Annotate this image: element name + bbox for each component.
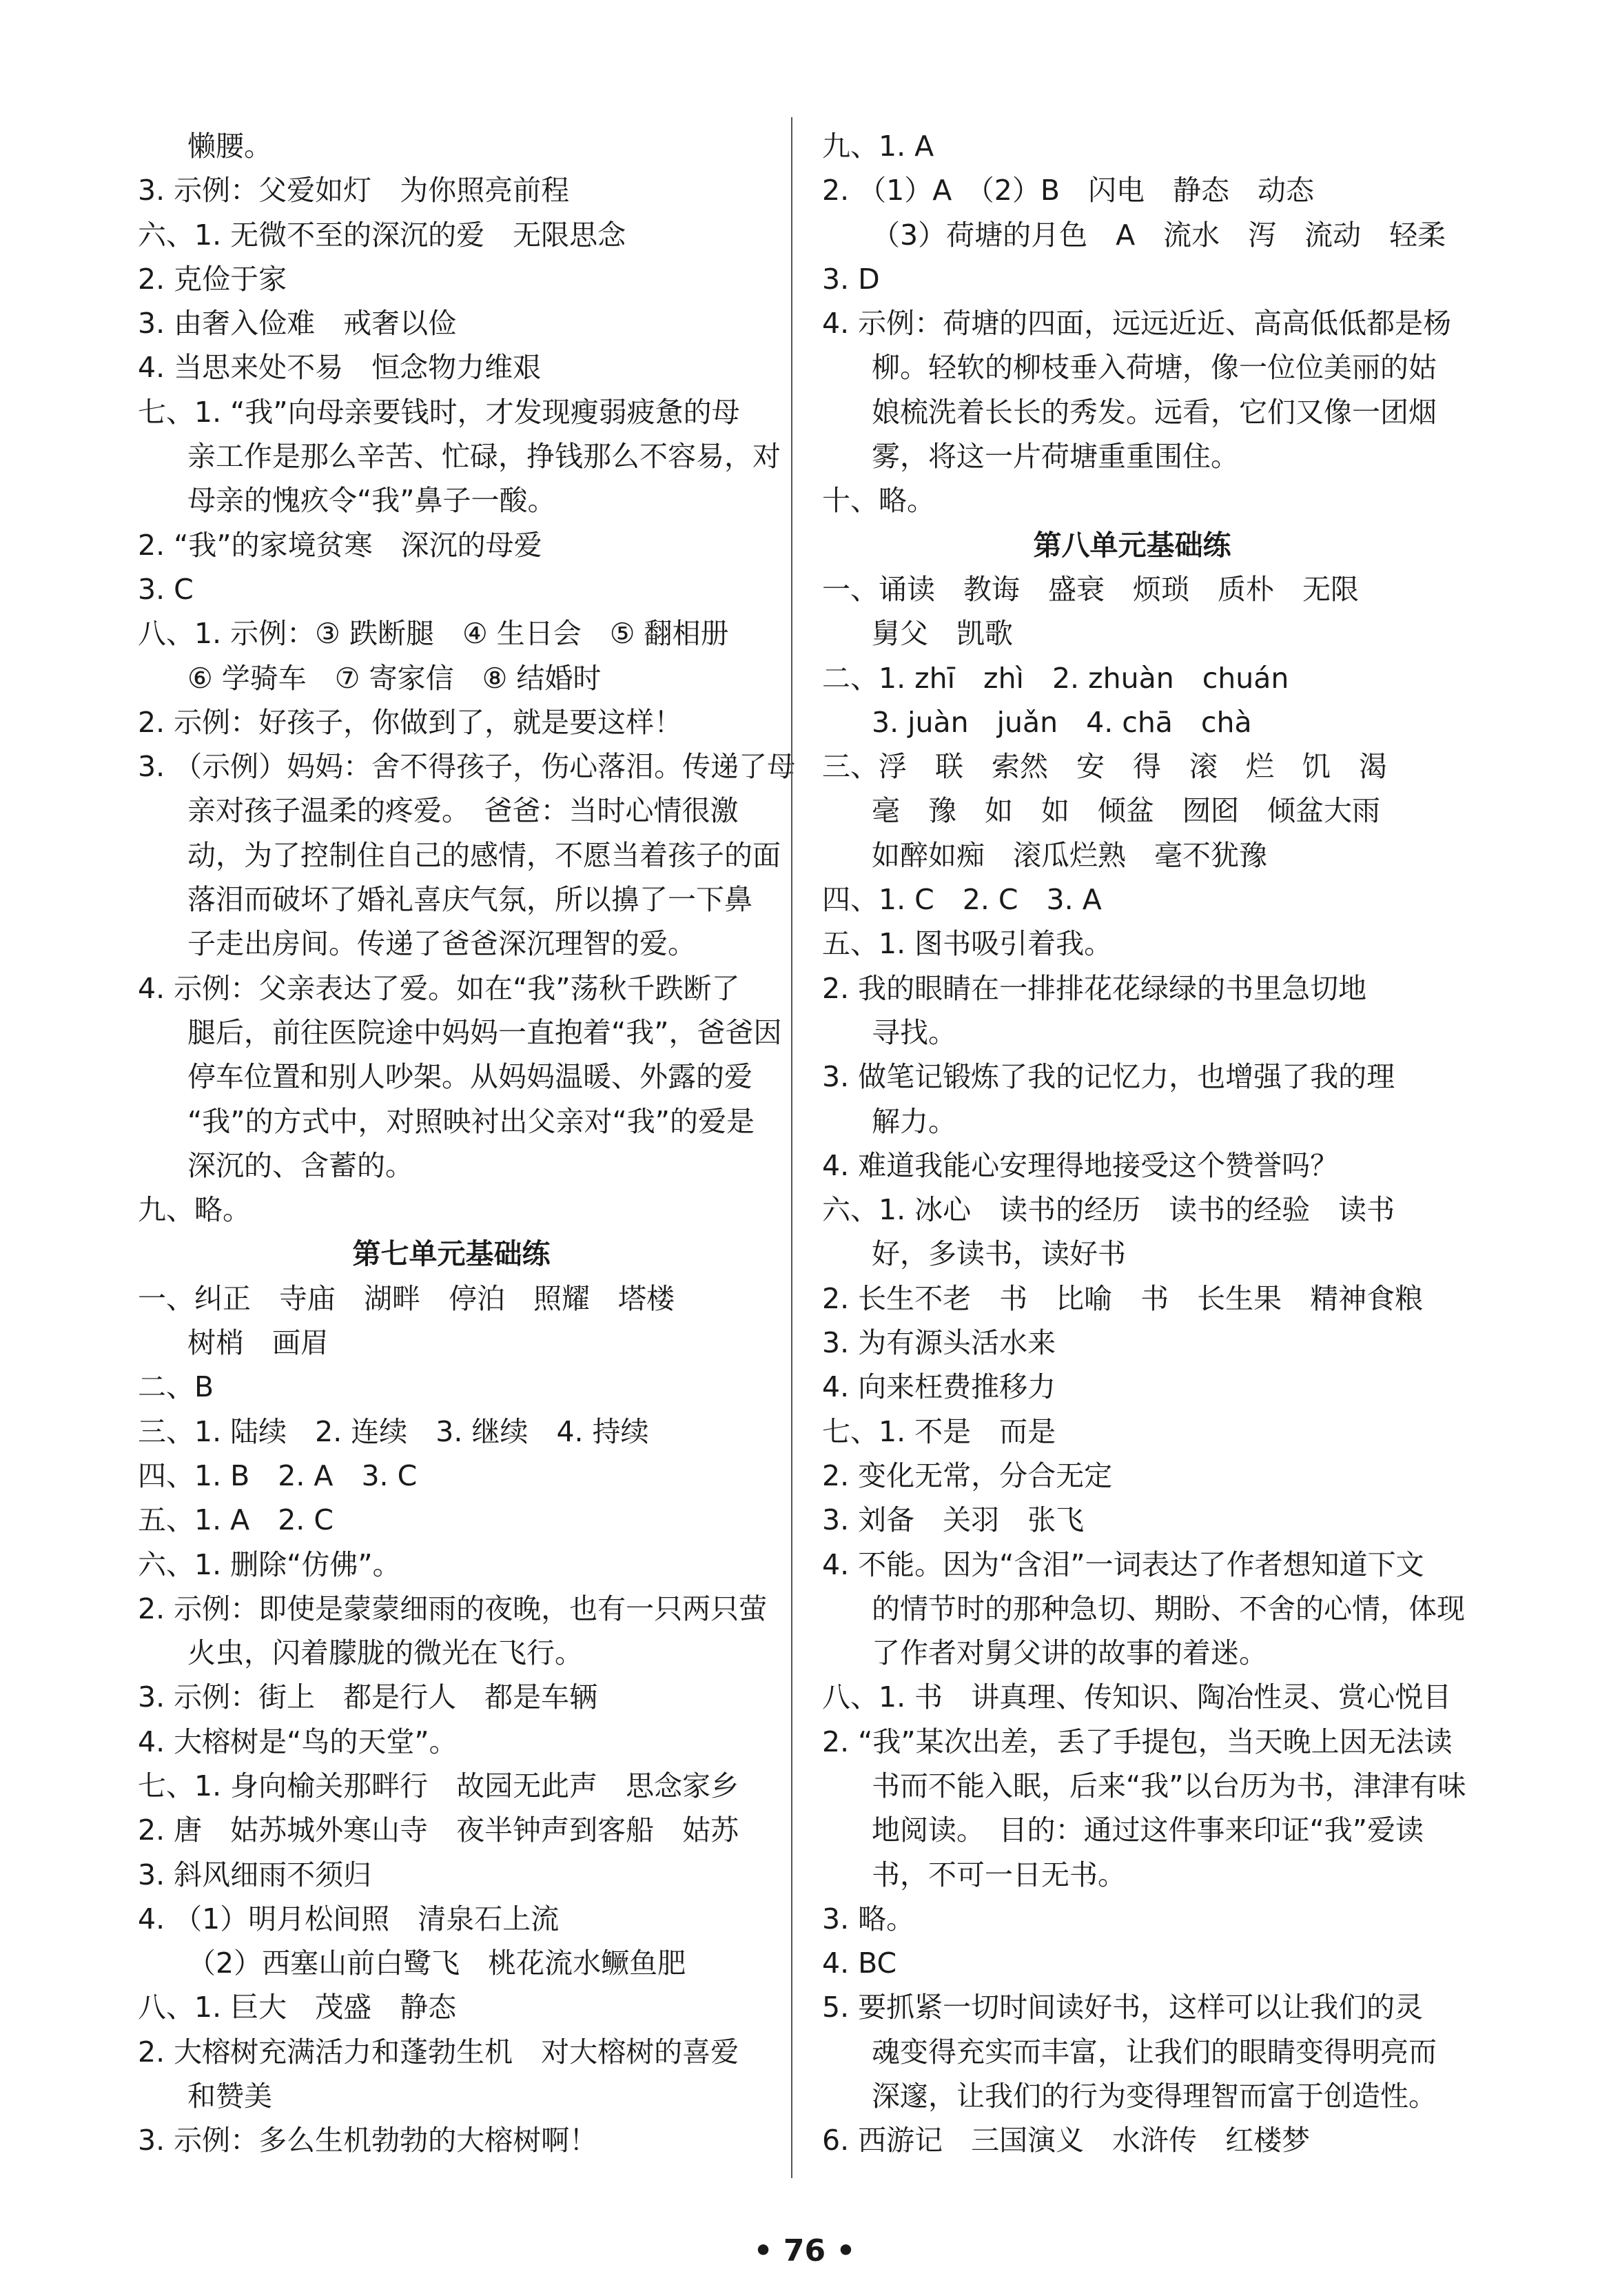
answer-line: 2. 克俭于家 (138, 262, 287, 296)
answer-line: 4. 向来枉费推移力 (822, 1370, 1056, 1404)
answer-line: 动，为了控制住自己的感情，不愿当着孩子的面 (187, 838, 781, 872)
answer-line: 4. 当思来处不易 恒念物力维艰 (138, 351, 542, 385)
answer-line: 3. juàn juǎn 4. chā chà (872, 705, 1252, 739)
answer-line: 4. 难道我能心安理得地接受这个赞誉吗？ (822, 1148, 1339, 1182)
answer-line: 懒腰。 (187, 130, 272, 163)
answer-line: 和赞美 (187, 2080, 272, 2113)
answer-line: 2. 唐 姑苏城外寒山寺 夜半钟声到客船 姑苏 (138, 1814, 739, 1847)
answer-line: 停车位置和别人吵架。从妈妈温暖、外露的爱 (187, 1060, 752, 1094)
answer-line: 的情节时的那种急切、期盼、不舍的心情，体现 (872, 1592, 1465, 1625)
answer-line: 2. （1）A （2）B 闪电 静态 动态 (822, 174, 1314, 207)
answer-line: 4. 示例：荷塘的四面，远远近近、高高低低都是杨 (822, 307, 1452, 341)
answer-line: 八、1. 示例：③ 跌断腿 ④ 生日会 ⑤ 翻相册 (138, 617, 729, 651)
answer-line: 5. 要抓紧一切时间读好书，这样可以让我们的灵 (822, 1991, 1424, 2024)
answer-line: 3. （示例）妈妈：舍不得孩子，伤心落泪。传递了母 (138, 750, 796, 784)
answer-line: 二、B (138, 1370, 214, 1404)
answer-line: 九、1. A (822, 130, 934, 163)
answer-line: 4. 大榕树是“鸟的天堂”。 (138, 1725, 458, 1758)
answer-line: 魂变得充实而丰富，让我们的眼睛变得明亮而 (872, 2035, 1437, 2069)
answer-line: 3. 刘备 关羽 张飞 (822, 1503, 1085, 1537)
answer-line: 书而不能入眠，后来“我”以台历为书，津津有味 (872, 1769, 1466, 1802)
answer-line: 地阅读。 目的：通过这件事来印证“我”爱读 (872, 1814, 1424, 1847)
section-heading: 第八单元基础练 (1033, 528, 1231, 562)
answer-line: （2）西塞山前白鹭飞 桃花流水鳜鱼肥 (187, 1947, 686, 1980)
answer-line: 2. 大榕树充满活力和蓬勃生机 对大榕树的喜爱 (138, 2035, 739, 2069)
answer-line: （3）荷塘的月色 A 流水 泻 流动 轻柔 (872, 218, 1446, 252)
answer-line: 五、1. 图书吸引着我。 (822, 927, 1113, 961)
answer-line: 2. “我”的家境贫寒 深沉的母爱 (138, 528, 542, 562)
answer-line: 落泪而破坏了婚礼喜庆气氛，所以擤了一下鼻 (187, 883, 752, 917)
answer-line: 九、略。 (138, 1193, 251, 1227)
answer-line: 3. 示例：多么生机勃勃的大榕树啊！ (138, 2124, 598, 2157)
answer-line: 七、1. 不是 而是 (822, 1414, 1056, 1448)
answer-line: 3. 做笔记锻炼了我的记忆力，也增强了我的理 (822, 1060, 1395, 1094)
answer-line: 亲工作是那么辛苦、忙碌，挣钱那么不容易，对 (187, 440, 781, 474)
answer-line: ⑥ 学骑车 ⑦ 寄家信 ⑧ 结婚时 (187, 661, 602, 695)
answer-line: 如醉如痴 滚瓜烂熟 毫不犹豫 (872, 838, 1267, 872)
answer-line: 八、1. 书 讲真理、传知识、陶冶性灵、赏心悦目 (822, 1680, 1452, 1714)
answer-line: 四、1. C 2. C 3. A (822, 883, 1102, 917)
answer-line: 三、浮 联 索然 安 得 滚 烂 饥 渴 (822, 750, 1387, 784)
answer-line: 2. “我”某次出差，丢了手提包，当天晚上因无法读 (822, 1725, 1453, 1758)
answer-line: 好，多读书，读好书 (872, 1237, 1126, 1271)
answer-line: 二、1. zhī zhì 2. zhuàn chuán (822, 661, 1289, 695)
answer-column-left (138, 124, 796, 2163)
answer-line: 寻找。 (872, 1015, 956, 1049)
answer-line: “我”的方式中，对照映衬出父亲对“我”的爱是 (187, 1104, 755, 1138)
answer-line: 深邃，让我们的行为变得理智而富于创造性。 (872, 2080, 1437, 2113)
answer-line: 六、1. 冰心 读书的经历 读书的经验 读书 (822, 1193, 1395, 1227)
answer-line: 了作者对舅父讲的故事的着迷。 (872, 1636, 1267, 1670)
answer-line: 4. 不能。因为“含泪”一词表达了作者想知道下文 (822, 1547, 1424, 1581)
answer-line: 解力。 (872, 1104, 956, 1138)
answer-line: 亲对孩子温柔的疼爱。 爸爸：当时心情很激 (187, 794, 739, 828)
answer-line: 柳。轻软的柳枝垂入荷塘，像一位位美丽的姑 (872, 351, 1437, 385)
answer-line: 树梢 画眉 (187, 1326, 329, 1360)
answer-column-right (822, 124, 1466, 2163)
answer-line: 3. C (138, 572, 194, 606)
answer-line: 雾，将这一片荷塘重重围住。 (872, 440, 1239, 474)
answer-line: 4. （1）明月松间照 清泉石上流 (138, 1902, 560, 1936)
answer-line: 书，不可一日无书。 (872, 1858, 1126, 1891)
answer-line: 火虫，闪着朦胧的微光在飞行。 (187, 1636, 583, 1670)
section-heading: 第七单元基础练 (352, 1237, 551, 1271)
answer-line: 2. 我的眼睛在一排排花花绿绿的书里急切地 (822, 971, 1367, 1005)
answer-line: 3. 略。 (822, 1902, 915, 1936)
answer-line: 深沉的、含蓄的。 (187, 1148, 413, 1182)
answer-line: 舅父 凯歌 (872, 617, 1013, 651)
answer-line: 子走出房间。传递了爸爸深沉理智的爱。 (187, 927, 696, 961)
answer-line: 四、1. B 2. A 3. C (138, 1459, 418, 1492)
answer-line: 6. 西游记 三国演义 水浒传 红楼梦 (822, 2124, 1311, 2157)
answer-line: 母亲的愧疚令“我”鼻子一酸。 (187, 484, 556, 518)
answer-line: 2. 变化无常，分合无定 (822, 1459, 1113, 1492)
answer-line: 五、1. A 2. C (138, 1503, 334, 1537)
answer-line: 3. 示例：父爱如灯 为你照亮前程 (138, 174, 570, 207)
answer-line: 七、1. 身向榆关那畔行 故园无此声 思念家乡 (138, 1769, 739, 1802)
answer-line: 十、略。 (822, 484, 935, 518)
answer-line: 三、1. 陆续 2. 连续 3. 继续 4. 持续 (138, 1414, 649, 1448)
answer-line: 毫 豫 如 如 倾盆 囫囵 倾盆大雨 (872, 794, 1380, 828)
answer-line: 七、1. “我”向母亲要钱时，才发现瘦弱疲惫的母 (138, 395, 740, 429)
answer-line: 一、纠正 寺庙 湖畔 停泊 照耀 塔楼 (138, 1281, 675, 1315)
answer-line: 3. 示例：街上 都是行人 都是车辆 (138, 1680, 598, 1714)
answer-line: 3. 由奢入俭难 戒奢以俭 (138, 307, 457, 341)
answer-line: 八、1. 巨大 茂盛 静态 (138, 1991, 457, 2024)
answer-line: 3. D (822, 262, 880, 296)
answer-line: 3. 斜风细雨不须归 (138, 1858, 372, 1891)
answer-line: 一、诵读 教诲 盛衰 烦琐 质朴 无限 (822, 572, 1359, 606)
answer-line: 4. BC (822, 1947, 897, 1980)
answer-line: 4. 示例：父亲表达了爱。如在“我”荡秋千跌断了 (138, 971, 740, 1005)
answer-line: 2. 示例：好孩子，你做到了，就是要这样！ (138, 705, 683, 739)
answer-line: 六、1. 删除“仿佛”。 (138, 1547, 401, 1581)
page-number: • 76 • (753, 2233, 856, 2268)
answer-line: 六、1. 无微不至的深沉的爱 无限思念 (138, 218, 626, 252)
answer-line: 3. 为有源头活水来 (822, 1326, 1056, 1360)
answer-line: 2. 长生不老 书 比喻 书 长生果 精神食粮 (822, 1281, 1424, 1315)
answer-line: 腿后，前往医院途中妈妈一直抱着“我”，爸爸因 (187, 1015, 782, 1049)
column-divider (791, 117, 792, 2178)
answer-line: 娘梳洗着长长的秀发。远看，它们又像一团烟 (872, 395, 1437, 429)
answer-line: 2. 示例：即使是蒙蒙细雨的夜晚，也有一只两只萤 (138, 1592, 768, 1625)
